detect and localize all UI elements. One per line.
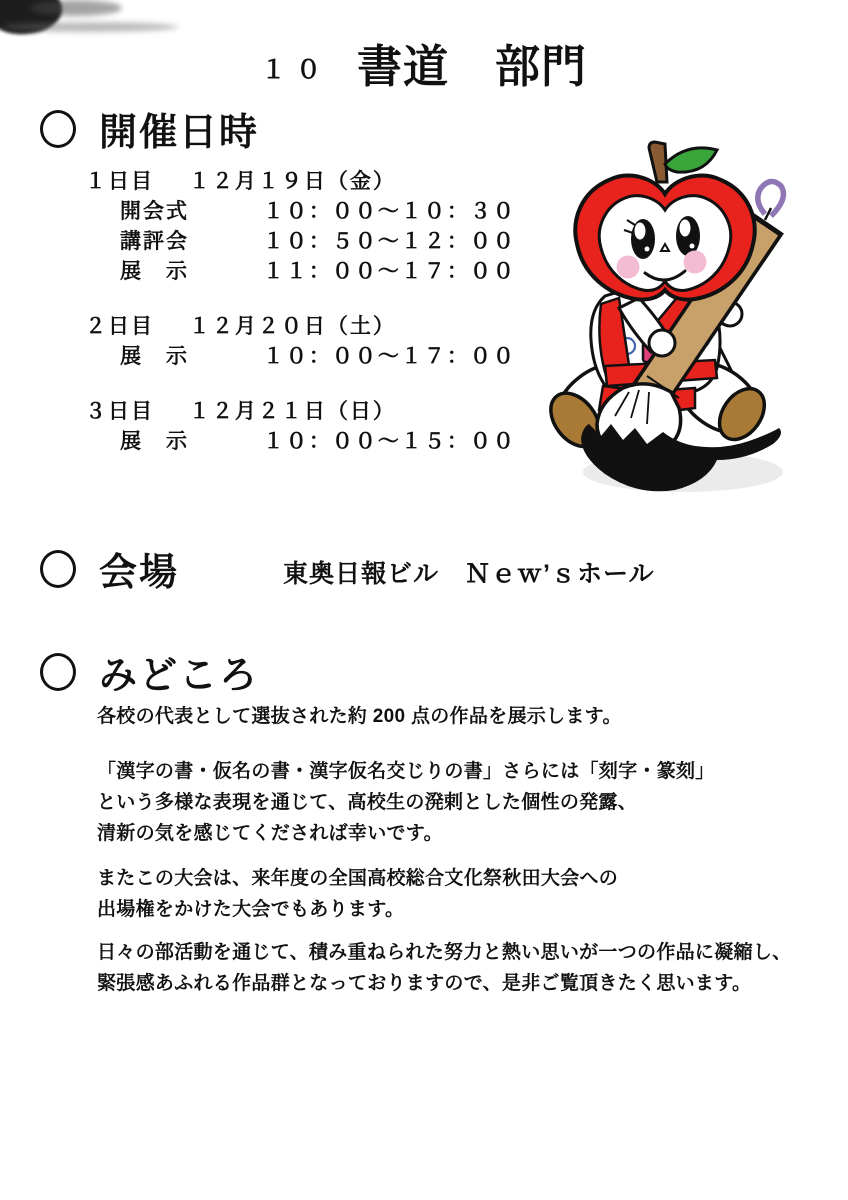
paragraph-line: 清新の気を感じてくだされば幸いです。	[97, 823, 443, 844]
paragraph-line: 出場権をかけた大会でもあります。	[97, 899, 405, 920]
document-title	[0, 30, 848, 95]
apple-mascot-icon	[543, 140, 843, 498]
paragraph-line: 各校の代表として選抜された約 200 点の作品を展示します。	[97, 706, 622, 727]
item-time: １０：５０～１２：００	[262, 230, 516, 253]
venue-name: 東奥日報ビル Ｎｅｗ’ｓホール	[283, 560, 655, 588]
schedule-day-1	[85, 167, 516, 287]
item-name: 展 示	[120, 345, 189, 368]
section-schedule-heading	[40, 101, 259, 156]
highlights-paragraph	[97, 701, 817, 732]
item-time: １０：００～１０：３０	[262, 200, 516, 223]
scan-artifact-streak	[30, 0, 122, 16]
item-time: １０：００～１５：００	[262, 430, 516, 453]
schedule-day-2	[85, 312, 516, 372]
paragraph-line: 「漢字の書・仮名の書・漢字仮名交じりの書」さらには「刻字・篆刻」	[97, 761, 715, 782]
schedule-day-header	[85, 397, 516, 427]
day-date: １２月２０日（土）	[188, 315, 396, 338]
schedule-item	[85, 342, 516, 372]
schedule-block	[85, 167, 516, 457]
schedule-heading: 開催日時	[99, 112, 260, 154]
paragraph-line: 日々の部活動を通じて、積み重ねられた努力と熱い思いが一つの作品に凝縮し、	[97, 942, 792, 963]
item-time: １０：００～１７：００	[262, 345, 516, 368]
section-highlights-heading	[40, 644, 259, 699]
day-label: ２日目	[85, 315, 154, 338]
venue-heading: 会場	[99, 552, 180, 594]
paragraph-line: 緊張感あふれる作品群となっておりますので、是非ご覧頂きたく思います。	[97, 973, 752, 994]
highlights-paragraph	[97, 863, 817, 925]
circle-bullet-icon	[40, 110, 76, 148]
item-name: 開会式	[120, 200, 189, 223]
mascot-illustration	[543, 140, 843, 498]
page-title: 書道 部門	[357, 41, 588, 92]
schedule-item	[85, 427, 516, 457]
paragraph-line: またこの大会は、来年度の全国高校総合文化祭秋田大会への	[97, 868, 619, 889]
schedule-item	[85, 257, 516, 287]
schedule-item	[85, 227, 516, 257]
item-name: 展 示	[120, 430, 189, 453]
circle-bullet-icon	[40, 550, 76, 588]
mascot-head	[575, 142, 754, 300]
section-venue-heading	[40, 541, 654, 596]
highlights-paragraph	[97, 937, 817, 999]
day-date: １２月２１日（日）	[188, 400, 396, 423]
highlights-heading: みどころ	[99, 655, 260, 697]
title-number: １０	[260, 55, 331, 84]
highlights-body	[97, 701, 817, 999]
schedule-item	[85, 197, 516, 227]
day-label: ３日目	[85, 400, 154, 423]
highlights-paragraph	[97, 756, 817, 849]
day-label: １日目	[85, 170, 154, 193]
schedule-day-3	[85, 397, 516, 457]
circle-bullet-icon	[40, 653, 76, 691]
schedule-day-header	[85, 312, 516, 342]
day-date: １２月１９日（金）	[188, 170, 396, 193]
paragraph-line: という多様な表現を通じて、高校生の溌剌とした個性の発露、	[97, 792, 638, 813]
item-time: １１：００～１７：００	[262, 260, 516, 283]
schedule-day-header	[85, 167, 516, 197]
item-name: 講評会	[120, 230, 189, 253]
item-name: 展 示	[120, 260, 189, 283]
